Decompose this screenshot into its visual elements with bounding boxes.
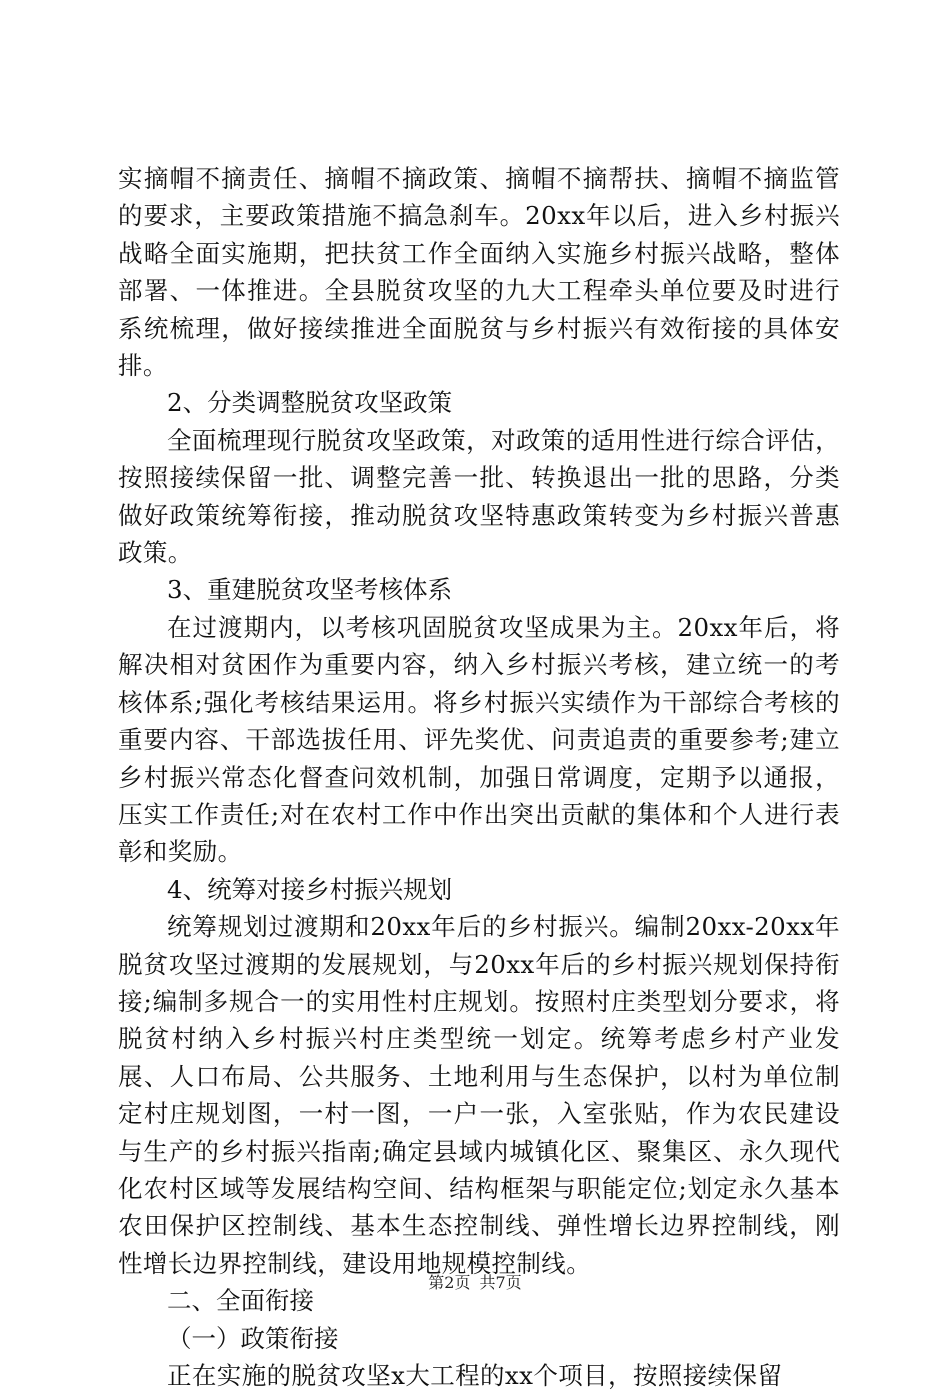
- paragraph-5: 正在实施的脱贫攻坚x大工程的xx个项目，按照接续保留: [167, 1361, 783, 1390]
- section-heading-3: 3、重建脱贫攻坚考核体系: [167, 575, 453, 605]
- page-number: 第2页: [428, 1273, 471, 1292]
- section-heading-2: 2、分类调整脱贫攻坚政策: [167, 388, 453, 418]
- paragraph-2: 全面梳理现行脱贫攻坚政策，对政策的适用性进行综合评估，按照接续保留一批、调整完善一批、转换退出一批的思路，分类做好政策统筹衔接，推动脱贫攻坚特惠政策转变为乡村振兴普惠政策。: [118, 425, 840, 568]
- paragraph-1: 实摘帽不摘责任、摘帽不摘政策、摘帽不摘帮扶、摘帽不摘监管的要求，主要政策措施不搞急刹车。20xx年以后，进入乡村振兴战略全面实施期，把扶贫工作全面纳入实施乡村振兴战略，整体部署、一体推进。全县脱贫攻坚的九大工程牵头单位要及时进行系统梳理，做好接续推进全面脱贫与乡村振兴有效衔接的具体安排。: [118, 164, 840, 381]
- document-body: [118, 160, 840, 1394]
- chapter-heading-2: 二、全面衔接: [167, 1286, 314, 1316]
- page-footer: [0, 1272, 950, 1294]
- paragraph-4: 统筹规划过渡期和20xx年后的乡村振兴。编制20xx-20xx年脱贫攻坚过渡期的发展规划，与20xx年后的乡村振兴规划保持衔接;编制多规合一的实用性村庄规划。按照村庄类型划分要求，将脱贫村纳入乡村振兴村庄类型统一划定。统筹考虑乡村产业发展、人口布局、公共服务、土地利用与生态保护，以村为单位制定村庄规划图，一村一图，一户一张，入室张贴，作为农民建设与生产的乡村振兴指南;确定县域内城镇化区、聚集区、永久现代化农村区域等发展结构空间、结构框架与职能定位;划定永久基本农田保护区控制线、基本生态控制线、弹性增长边界控制线，刚性增长边界控制线，建设用地规模控制线。: [118, 912, 840, 1278]
- page-total: 共7页: [479, 1273, 522, 1292]
- subsection-heading-1: （一）政策衔接: [167, 1323, 339, 1353]
- paragraph-3: 在过渡期内，以考核巩固脱贫攻坚成果为主。20xx年后，将解决相对贫困作为重要内容，纳入乡村振兴考核，建立统一的考核体系;强化考核结果运用。将乡村振兴实绩作为干部综合考核的重要内容、干部选拔任用、评先奖优、问责追责的重要参考;建立乡村振兴常态化督查问效机制，加强日常调度，定期予以通报，压实工作责任;对在农村工作中作出突出贡献的集体和个人进行表彰和奖励。: [118, 612, 840, 867]
- section-heading-4: 4、统筹对接乡村振兴规划: [167, 874, 453, 904]
